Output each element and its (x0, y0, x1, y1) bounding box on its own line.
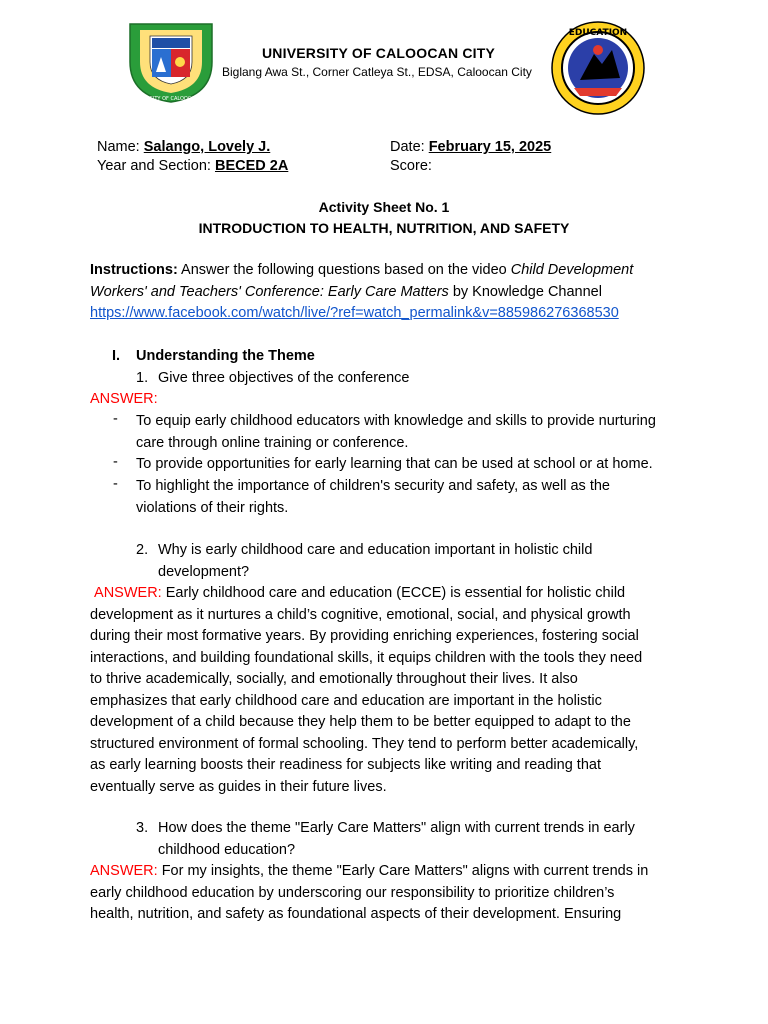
q3-text (158, 818, 698, 861)
q1-text: Give three objectives of the conference (158, 370, 410, 386)
q2-text (158, 540, 698, 583)
score-field (390, 158, 432, 174)
q1-bullet-2-line1: To provide opportunities for early learning that can be used at school or at home. (136, 456, 653, 472)
section-numeral: I. (112, 348, 121, 364)
video-title-part2: Workers' and Teachers' Conference: Early Care Matters (90, 283, 449, 300)
q1-bullet-2 (136, 454, 696, 476)
university-address: Biglang Awa St., Corner Catleya St., EDSA, Caloocan City (222, 65, 532, 79)
date-label: Date: (390, 139, 425, 155)
video-link[interactable]: https://www.facebook.com/watch/live/?ref=watch_permalink&v=885986276368530 (90, 305, 619, 321)
seal-caption: UNIVERSITY OF CALOOCAN CITY (130, 96, 212, 102)
date-value: February 15, 2025 (428, 139, 552, 155)
activity-number: Activity Sheet No. 1 (318, 199, 450, 215)
university-seal-logo (126, 22, 216, 104)
name-field (97, 139, 270, 155)
date-field (390, 139, 551, 155)
q2-number: 2. (136, 542, 149, 558)
year-section-label: Year and Section: (97, 158, 211, 174)
bullet-dash: - (113, 476, 118, 492)
q3-answer-line: health, nutrition, and safety as foundational aspects of their development. Ensuring (90, 906, 622, 922)
video-title-part1: Child Development (510, 262, 634, 278)
score-label: Score: (390, 158, 432, 174)
badge-caption: EDUCATION (568, 28, 628, 38)
q2-answer-line: during their most formative years. By providing enriching experiences, fostering social (90, 628, 639, 644)
q3-answer-line: For my insights, the theme "Early Care Matters" aligns with current trends in (161, 863, 649, 879)
q1-bullet-3-line2: violations of their rights. (136, 499, 289, 516)
year-section-value: BECED 2A (214, 158, 289, 174)
q2-answer-line: development as it nurtures a child’s cognitive, emotional, social, and physical growth (90, 606, 631, 623)
q1-bullet-3-line1: To highlight the importance of children's security and safety, as well as the (136, 478, 610, 494)
education-badge-logo (550, 20, 646, 116)
q2-answer-label: ANSWER: (94, 585, 162, 601)
q2-answer-line: as early learning boosts their readiness for subjects like writing and reading that (90, 757, 601, 773)
q2-answer-line: to thrive academically, socially, and emotionally throughout their lives. It also (90, 671, 578, 687)
video-source: by Knowledge Channel (452, 283, 602, 300)
q1-bullet-1 (136, 411, 696, 454)
q1-bullet-3 (136, 476, 696, 519)
instructions-text: Answer the following questions based on the video (181, 262, 507, 278)
q2-answer-line: development of a child because they help them to be better equipped to adapt to the (90, 714, 631, 730)
q3-number: 3. (136, 820, 149, 836)
q3-line2: childhood education? (158, 841, 296, 858)
name-label: Name: (97, 139, 140, 155)
section-heading: Understanding the Theme (136, 348, 315, 364)
instructions-block (90, 260, 690, 325)
q2-answer-line: emphasizes that early childhood care and education are important in the holistic (90, 692, 602, 709)
q3-line1: How does the theme "Early Care Matters" align with current trends in early (158, 820, 635, 836)
q2-line1: Why is early childhood care and education important in holistic child (158, 542, 593, 558)
q1-answer-label: ANSWER: (90, 391, 158, 407)
q2-answer-line: structured environment of formal schooling. They tend to perform better academically, (90, 735, 639, 752)
university-name: UNIVERSITY OF CALOOCAN CITY (262, 45, 496, 61)
q2-answer-line: Early childhood care and education (ECCE) is essential for holistic child (165, 585, 626, 601)
q2-answer (90, 583, 690, 798)
q2-answer-line: eventually serve as guides in their future lives. (90, 778, 387, 795)
q3-answer (90, 861, 690, 926)
q1-bullet-1-line1: To equip early childhood educators with knowledge and skills to provide nurturing (136, 413, 656, 429)
q2-line2: development? (158, 563, 250, 580)
name-value: Salango, Lovely J. (143, 139, 271, 155)
q3-answer-line: early childhood education by underscoring our responsibility to prioritize children’s (90, 884, 615, 901)
q3-answer-label: ANSWER: (90, 863, 158, 879)
q1-bullet-1-line2: care through online training or conference. (136, 434, 409, 451)
q1-number: 1. (136, 370, 149, 386)
year-section-field (97, 158, 288, 174)
q2-answer-line: interactions, and building foundational skills, it equips children with the tools they need (90, 649, 643, 666)
bullet-dash: - (113, 454, 118, 470)
bullet-dash: - (113, 411, 118, 427)
activity-title: INTRODUCTION TO HEALTH, NUTRITION, AND SAFETY (198, 220, 570, 236)
instructions-label: Instructions: (90, 262, 178, 278)
